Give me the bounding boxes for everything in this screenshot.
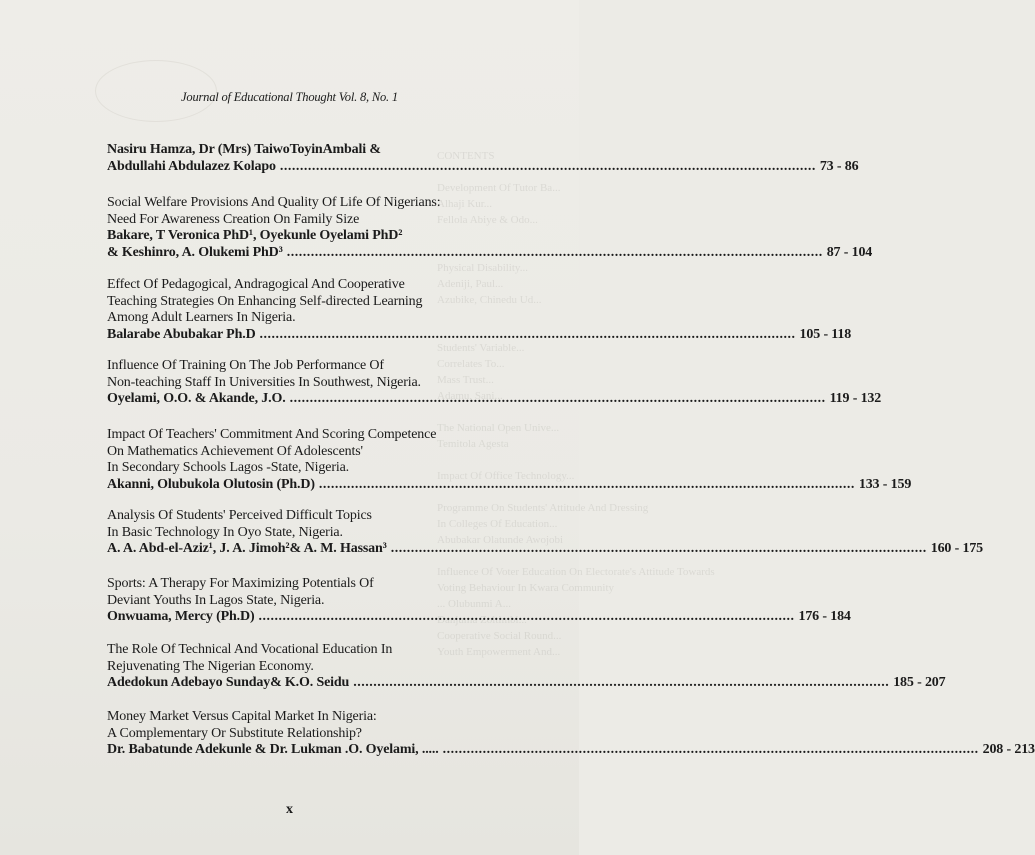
entry-title-line: Non-teaching Staff In Universities In Southwest, Nigeria. <box>107 374 421 390</box>
entry-author-pages-row <box>107 675 946 692</box>
entry-title-line: In Secondary Schools Lagos -State, Nigeria. <box>107 460 349 476</box>
entry-title-line: On Mathematics Achievement Of Adolescents' <box>107 443 363 459</box>
entry-author-line: Akanni, Olubukola Olutosin (Ph.D) <box>107 476 315 492</box>
toc-entry[interactable] <box>107 427 912 493</box>
entry-author-pages-row <box>107 541 984 558</box>
entry-pages: 176 - 184 <box>798 609 851 625</box>
toc-entry[interactable] <box>107 642 946 692</box>
entry-title-line: Need For Awareness Creation On Family Size <box>107 211 360 227</box>
entry-author-line: A. A. Abd-el-Aziz¹, J. A. Jimoh²& A. M. Hassan³ <box>107 541 387 557</box>
entry-pages: 105 - 118 <box>799 326 852 342</box>
entry-author-pages-row <box>107 476 912 494</box>
dot-leader <box>443 742 979 759</box>
dot-leader <box>260 327 796 344</box>
entry-author-line: Oyelami, O.O. & Akande, J.O. <box>107 391 286 407</box>
entry-author-line: Adedokun Adebayo Sunday& K.O. Seidu <box>107 675 350 691</box>
entry-author-line: Onwuama, Mercy (Ph.D) <box>107 609 255 625</box>
toc-entry[interactable] <box>107 709 1035 759</box>
toc-entry[interactable] <box>107 142 859 175</box>
entry-author-line: Nasiru Hamza, Dr (Mrs) TaiwoToyinAmbali & <box>107 142 381 157</box>
entry-author-line: Abdullahi Abdulazez Kolapo <box>107 158 276 174</box>
entry-title-line: Impact Of Teachers' Commitment And Scoring Competence <box>107 427 437 442</box>
page-number: x <box>286 802 293 817</box>
entry-pages: 133 - 159 <box>858 476 912 492</box>
dot-leader <box>319 477 855 494</box>
entry-author-pages-row <box>107 326 852 344</box>
journal-header: Journal of Educational Thought Vol. 8, No. 1 <box>181 90 398 104</box>
entry-author-line: Balarabe Abubakar Ph.D <box>107 326 256 342</box>
dot-leader <box>353 675 889 692</box>
toc-entry[interactable] <box>107 358 882 408</box>
dot-leader <box>287 245 823 262</box>
entry-title-line: Effect Of Pedagogical, Andragogical And Cooperative <box>107 277 405 292</box>
toc-entry[interactable] <box>107 277 852 343</box>
entry-author-line: & Keshinro, A. Olukemi PhD³ <box>107 244 283 260</box>
dot-leader <box>280 159 816 176</box>
dot-leader <box>258 609 794 626</box>
toc-entry[interactable] <box>107 508 984 558</box>
entry-pages: 185 - 207 <box>893 675 946 691</box>
toc-entry[interactable] <box>107 576 851 626</box>
entry-pages: 208 - 213 <box>982 742 1035 758</box>
entry-author-line: Dr. Babatunde Adekunle & Dr. Lukman .O. Oyelami, ..... <box>107 742 439 758</box>
entry-author-pages-row <box>107 391 882 408</box>
entry-title-line: Teaching Strategies On Enhancing Self-directed Learning <box>107 293 423 309</box>
dot-leader <box>391 541 927 558</box>
entry-title-line: A Complementary Or Substitute Relationship? <box>107 725 362 741</box>
entry-pages: 73 - 86 <box>819 158 859 174</box>
entry-title-line: Social Welfare Provisions And Quality Of Life Of Nigerians: <box>107 195 441 210</box>
entry-author-pages-row <box>107 158 859 176</box>
dot-leader <box>290 391 826 408</box>
entry-title-line: Deviant Youths In Lagos State, Nigeria. <box>107 592 325 608</box>
entry-title-line: Analysis Of Students' Perceived Difficult Topics <box>107 508 372 523</box>
entry-title-line: Influence Of Training On The Job Performance Of <box>107 358 384 373</box>
entry-author-pages-row <box>107 244 873 262</box>
entry-title-line: Rejuvenating The Nigerian Economy. <box>107 658 314 674</box>
entry-title-line: In Basic Technology In Oyo State, Nigeria. <box>107 524 343 540</box>
entry-title-line: The Role Of Technical And Vocational Education In <box>107 642 393 657</box>
entry-author-pages-row <box>107 742 1035 759</box>
entry-title-line: Money Market Versus Capital Market In Nigeria: <box>107 709 377 724</box>
bleed-through-text: CONTENTS Development Of Tutor Ba... Alhaji Kur... Fellola Abiye & Odo... Physical Disability... Adeniji, Paul... Azubike, Chinedu Ud... Students' Variable... Correlates To... Mass Trust... Adamu, Sani... The National Open Unive... Temitola Agesta Impact Of Office Technology... Programme On Students' Attitude And Dressing In Colleges Of Education... Abubakar Olatunde Awojobi Influence Of Voter Education On Electorate's Attitude Towards Voting Behaviour In Kwara Community ... Olubunmi A... Danjuma Zoltimbi... Cooperative Social Round... Youth Empowerment And... <box>437 150 715 658</box>
entry-title-line: Among Adult Learners In Nigeria. <box>107 310 296 326</box>
entry-author-line: Bakare, T Veronica PhD¹, Oyekunle Oyelami PhD² <box>107 228 403 244</box>
toc-entry[interactable] <box>107 195 873 261</box>
entry-pages: 160 - 175 <box>930 541 984 557</box>
entry-pages: 87 - 104 <box>826 244 873 260</box>
entry-title-line: Sports: A Therapy For Maximizing Potentials Of <box>107 576 374 591</box>
entry-author-pages-row <box>107 609 851 626</box>
entry-pages: 119 - 132 <box>829 391 882 407</box>
